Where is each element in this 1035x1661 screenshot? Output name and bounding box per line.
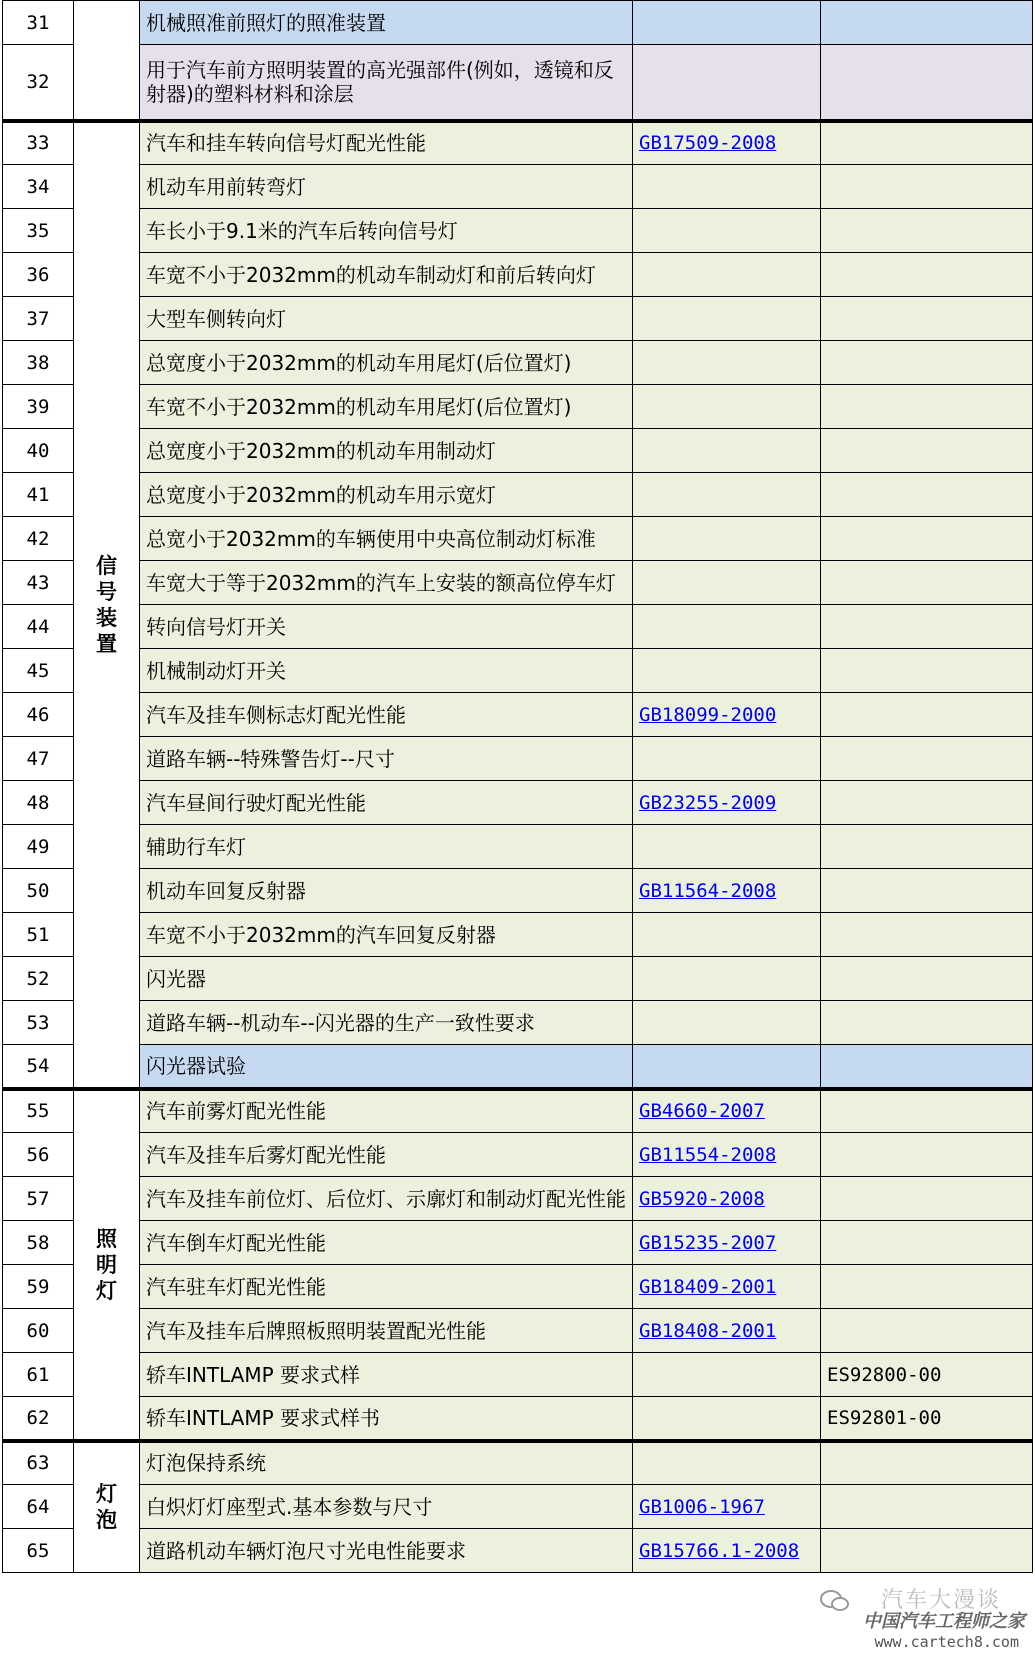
description-cell: 机械照准前照灯的照准装置 (140, 1, 633, 45)
es-standard-cell (821, 45, 1033, 121)
wechat-icon (819, 1589, 851, 1613)
gb-standard-cell (633, 517, 821, 561)
gb-standard-cell (633, 957, 821, 1001)
row-number: 40 (3, 429, 74, 473)
description-cell: 辅助行车灯 (140, 825, 633, 869)
gb-standard-cell (633, 1221, 821, 1265)
description-cell: 大型车侧转向灯 (140, 297, 633, 341)
category-label: 照明灯 (96, 1226, 117, 1303)
row-number: 49 (3, 825, 74, 869)
gb-standard-cell (633, 297, 821, 341)
gb-standard-cell (633, 385, 821, 429)
row-number: 65 (3, 1529, 74, 1573)
table-row (3, 1045, 1033, 1089)
es-standard-cell (821, 1309, 1033, 1353)
gb-standard-link[interactable]: GB18408-2001 (639, 1319, 777, 1342)
watermark-org: 中国汽车工程师之家 (863, 1611, 1025, 1632)
table-row (3, 649, 1033, 693)
es-standard-cell: ES92801-00 (821, 1397, 1033, 1441)
description-cell: 车宽大于等于2032mm的汽车上安装的额高位停车灯 (140, 561, 633, 605)
es-standard-cell (821, 957, 1033, 1001)
gb-standard-cell (633, 1485, 821, 1529)
es-standard-cell (821, 297, 1033, 341)
row-number: 35 (3, 209, 74, 253)
row-number: 42 (3, 517, 74, 561)
gb-standard-cell (633, 1353, 821, 1397)
gb-standard-link[interactable]: GB4660-2007 (639, 1100, 765, 1123)
row-number: 34 (3, 165, 74, 209)
row-number: 60 (3, 1309, 74, 1353)
category-cell (74, 121, 140, 1089)
category-label: 灯泡 (96, 1482, 117, 1533)
es-standard-cell (821, 473, 1033, 517)
row-number: 33 (3, 121, 74, 165)
description-cell: 道路机动车辆灯泡尺寸光电性能要求 (140, 1529, 633, 1573)
category-cell (74, 1441, 140, 1573)
row-number: 54 (3, 1045, 74, 1089)
es-standard-cell (821, 1265, 1033, 1309)
row-number: 57 (3, 1177, 74, 1221)
row-number: 45 (3, 649, 74, 693)
gb-standard-cell (633, 45, 821, 121)
es-standard-cell (821, 737, 1033, 781)
row-number: 64 (3, 1485, 74, 1529)
gb-standard-link[interactable]: GB15235-2007 (639, 1231, 777, 1254)
row-number: 44 (3, 605, 74, 649)
table-row (3, 429, 1033, 473)
description-cell: 道路车辆--特殊警告灯--尺寸 (140, 737, 633, 781)
es-standard-cell (821, 253, 1033, 297)
description-cell: 白炽灯灯座型式.基本参数与尺寸 (140, 1485, 633, 1529)
gb-standard-cell (633, 737, 821, 781)
gb-standard-cell (633, 473, 821, 517)
row-number: 52 (3, 957, 74, 1001)
category-cell (74, 1, 140, 121)
description-cell: 汽车昼间行驶灯配光性能 (140, 781, 633, 825)
es-standard-cell (821, 1045, 1033, 1089)
table-row (3, 517, 1033, 561)
es-standard-cell (821, 825, 1033, 869)
table-row (3, 45, 1033, 121)
table-row (3, 209, 1033, 253)
table-row (3, 1, 1033, 45)
table-row (3, 1441, 1033, 1485)
description-cell: 车长小于9.1米的汽车后转向信号灯 (140, 209, 633, 253)
description-cell: 汽车驻车灯配光性能 (140, 1265, 633, 1309)
row-number: 38 (3, 341, 74, 385)
es-standard-cell (821, 341, 1033, 385)
row-number: 39 (3, 385, 74, 429)
table-row (3, 1265, 1033, 1309)
table-row (3, 781, 1033, 825)
description-cell: 机械制动灯开关 (140, 649, 633, 693)
gb-standard-cell (633, 121, 821, 165)
gb-standard-cell (633, 1045, 821, 1089)
gb-standard-link[interactable]: GB18409-2001 (639, 1275, 777, 1298)
es-standard-cell (821, 561, 1033, 605)
table-row (3, 1221, 1033, 1265)
gb-standard-cell (633, 1265, 821, 1309)
description-cell: 总宽度小于2032mm的机动车用示宽灯 (140, 473, 633, 517)
table-row (3, 121, 1033, 165)
es-standard-cell (821, 1221, 1033, 1265)
gb-standard-link[interactable]: GB17509-2008 (639, 132, 777, 155)
row-number: 50 (3, 869, 74, 913)
description-cell: 机动车回复反射器 (140, 869, 633, 913)
description-cell: 总宽小于2032mm的车辆使用中央高位制动灯标准 (140, 517, 633, 561)
table-row (3, 693, 1033, 737)
table-row (3, 605, 1033, 649)
description-cell: 汽车倒车灯配光性能 (140, 1221, 633, 1265)
description-cell: 灯泡保持系统 (140, 1441, 633, 1485)
gb-standard-cell (633, 561, 821, 605)
description-cell: 总宽度小于2032mm的机动车用制动灯 (140, 429, 633, 473)
row-number: 48 (3, 781, 74, 825)
es-standard-cell: ES92800-00 (821, 1353, 1033, 1397)
table-row (3, 341, 1033, 385)
gb-standard-cell (633, 1529, 821, 1573)
description-cell: 总宽度小于2032mm的机动车用尾灯(后位置灯) (140, 341, 633, 385)
description-cell: 轿车INTLAMP 要求式样书 (140, 1397, 633, 1441)
table-row (3, 1485, 1033, 1529)
table-row (3, 1001, 1033, 1045)
description-cell: 闪光器试验 (140, 1045, 633, 1089)
gb-standard-link[interactable]: GB23255-2009 (639, 791, 777, 814)
gb-standard-link[interactable]: GB15766.1-2008 (639, 1539, 800, 1562)
es-standard-cell (821, 913, 1033, 957)
gb-standard-cell (633, 1089, 821, 1133)
es-standard-cell (821, 1485, 1033, 1529)
row-number: 43 (3, 561, 74, 605)
gb-standard-cell (633, 913, 821, 957)
row-number: 58 (3, 1221, 74, 1265)
row-number: 62 (3, 1397, 74, 1441)
table-row (3, 473, 1033, 517)
gb-standard-cell (633, 1, 821, 45)
row-number: 47 (3, 737, 74, 781)
watermark-title: 汽车大漫谈 (880, 1588, 1001, 1613)
table-row (3, 825, 1033, 869)
es-standard-cell (821, 1001, 1033, 1045)
row-number: 36 (3, 253, 74, 297)
table-row (3, 913, 1033, 957)
row-number: 51 (3, 913, 74, 957)
description-cell: 道路车辆--机动车--闪光器的生产一致性要求 (140, 1001, 633, 1045)
gb-standard-cell (633, 1441, 821, 1485)
gb-standard-cell (633, 341, 821, 385)
row-number: 53 (3, 1001, 74, 1045)
gb-standard-link[interactable]: GB11564-2008 (639, 879, 777, 902)
es-standard-cell (821, 1, 1033, 45)
gb-standard-link[interactable]: GB1006-1967 (639, 1495, 765, 1518)
table-row (3, 561, 1033, 605)
row-number: 56 (3, 1133, 74, 1177)
table-row (3, 957, 1033, 1001)
row-number: 41 (3, 473, 74, 517)
es-standard-cell (821, 385, 1033, 429)
description-cell: 用于汽车前方照明装置的高光强部件(例如，透镜和反射器)的塑料材料和涂层 (140, 45, 633, 121)
es-standard-cell (821, 1089, 1033, 1133)
es-standard-cell (821, 429, 1033, 473)
row-number: 32 (3, 45, 74, 121)
gb-standard-cell (633, 253, 821, 297)
watermark (819, 1577, 1029, 1657)
gb-standard-cell (633, 781, 821, 825)
category-label: 信号装置 (96, 553, 117, 656)
gb-standard-cell (633, 1309, 821, 1353)
gb-standard-cell (633, 165, 821, 209)
es-standard-cell (821, 1177, 1033, 1221)
gb-standard-link[interactable]: GB18099-2000 (639, 703, 777, 726)
table-row (3, 253, 1033, 297)
gb-standard-cell (633, 649, 821, 693)
gb-standard-cell (633, 825, 821, 869)
description-cell: 汽车和挂车转向信号灯配光性能 (140, 121, 633, 165)
gb-standard-cell (633, 429, 821, 473)
table-row (3, 385, 1033, 429)
table-row (3, 165, 1033, 209)
description-cell: 机动车用前转弯灯 (140, 165, 633, 209)
standards-table (2, 0, 1033, 1573)
es-standard-cell (821, 209, 1033, 253)
table-row (3, 1309, 1033, 1353)
table-row (3, 297, 1033, 341)
es-standard-cell (821, 1529, 1033, 1573)
row-number: 31 (3, 1, 74, 45)
gb-standard-cell (633, 1133, 821, 1177)
table-row (3, 1089, 1033, 1133)
watermark-url: www.cartech8.com (874, 1633, 1019, 1651)
row-number: 55 (3, 1089, 74, 1133)
es-standard-cell (821, 781, 1033, 825)
gb-standard-cell (633, 1177, 821, 1221)
gb-standard-cell (633, 693, 821, 737)
gb-standard-link[interactable]: GB11554-2008 (639, 1143, 777, 1166)
es-standard-cell (821, 1441, 1033, 1485)
description-cell: 闪光器 (140, 957, 633, 1001)
gb-standard-cell (633, 1001, 821, 1045)
row-number: 61 (3, 1353, 74, 1397)
es-standard-cell (821, 121, 1033, 165)
es-standard-cell (821, 605, 1033, 649)
description-cell: 轿车INTLAMP 要求式样 (140, 1353, 633, 1397)
description-cell: 汽车及挂车后牌照板照明装置配光性能 (140, 1309, 633, 1353)
row-number: 46 (3, 693, 74, 737)
gb-standard-cell (633, 605, 821, 649)
table-row (3, 737, 1033, 781)
description-cell: 汽车及挂车后雾灯配光性能 (140, 1133, 633, 1177)
row-number: 63 (3, 1441, 74, 1485)
description-cell: 汽车及挂车前位灯、后位灯、示廓灯和制动灯配光性能 (140, 1177, 633, 1221)
es-standard-cell (821, 165, 1033, 209)
row-number: 59 (3, 1265, 74, 1309)
table-row (3, 1529, 1033, 1573)
es-standard-cell (821, 649, 1033, 693)
es-standard-cell (821, 1133, 1033, 1177)
description-cell: 汽车及挂车侧标志灯配光性能 (140, 693, 633, 737)
description-cell: 车宽不小于2032mm的机动车制动灯和前后转向灯 (140, 253, 633, 297)
table-row (3, 1353, 1033, 1397)
gb-standard-cell (633, 1397, 821, 1441)
gb-standard-cell (633, 869, 821, 913)
description-cell: 车宽不小于2032mm的机动车用尾灯(后位置灯) (140, 385, 633, 429)
category-cell (74, 1089, 140, 1441)
gb-standard-link[interactable]: GB5920-2008 (639, 1187, 765, 1210)
es-standard-cell (821, 693, 1033, 737)
table-row (3, 869, 1033, 913)
table-row (3, 1177, 1033, 1221)
es-standard-cell (821, 869, 1033, 913)
table-row (3, 1397, 1033, 1441)
description-cell: 车宽不小于2032mm的汽车回复反射器 (140, 913, 633, 957)
row-number: 37 (3, 297, 74, 341)
es-standard-cell (821, 517, 1033, 561)
description-cell: 转向信号灯开关 (140, 605, 633, 649)
table-row (3, 1133, 1033, 1177)
description-cell: 汽车前雾灯配光性能 (140, 1089, 633, 1133)
gb-standard-cell (633, 209, 821, 253)
